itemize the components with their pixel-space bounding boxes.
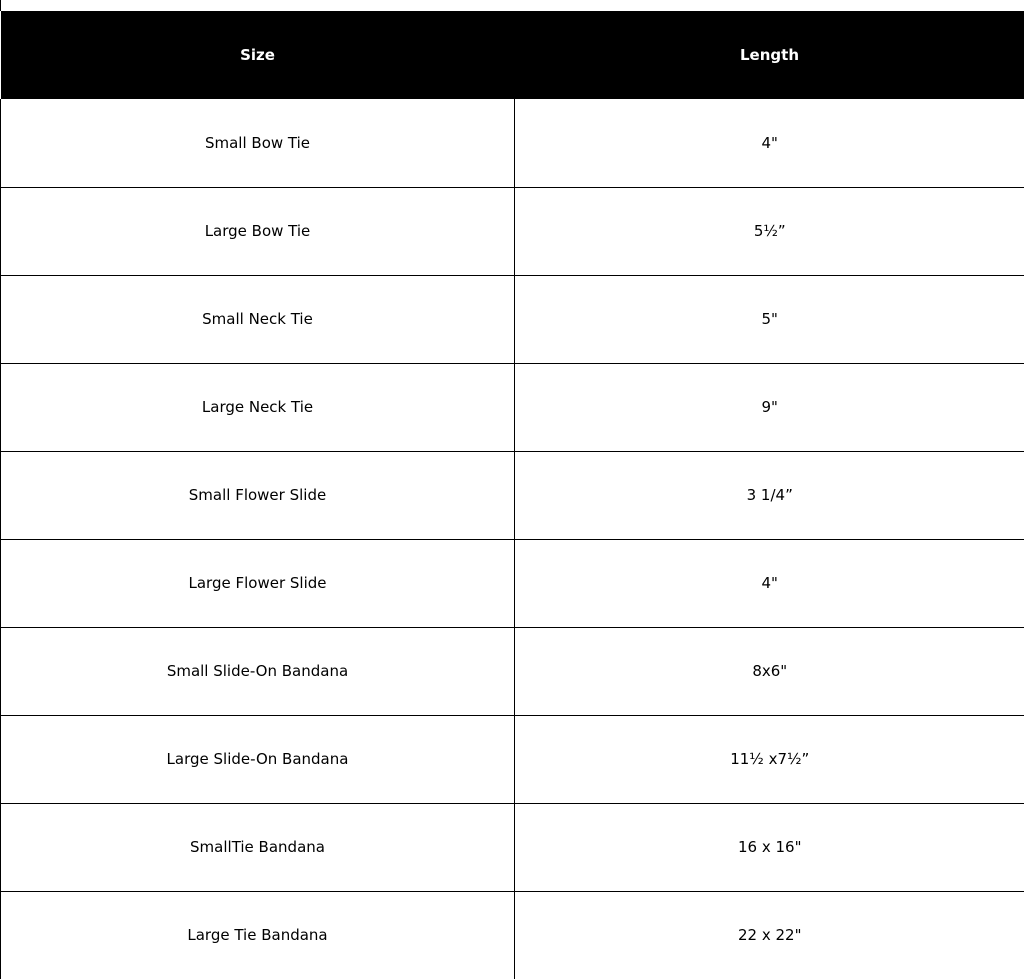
table-body bbox=[1, 99, 1024, 979]
table-row bbox=[1, 891, 1024, 979]
size-cell: Large Flower Slide bbox=[1, 539, 515, 627]
length-cell: 4" bbox=[515, 99, 1024, 187]
size-cell: Large Tie Bandana bbox=[1, 891, 515, 979]
table-row bbox=[1, 363, 1024, 451]
length-cell: 11½ x7½” bbox=[515, 715, 1024, 803]
size-cell: Small Flower Slide bbox=[1, 451, 515, 539]
length-cell: 4" bbox=[515, 539, 1024, 627]
top-spacer bbox=[0, 0, 1024, 11]
length-cell: 3 1/4” bbox=[515, 451, 1024, 539]
table-header bbox=[1, 11, 1024, 99]
table-row bbox=[1, 715, 1024, 803]
length-cell: 9" bbox=[515, 363, 1024, 451]
size-cell: SmallTie Bandana bbox=[1, 803, 515, 891]
table-row bbox=[1, 451, 1024, 539]
column-header-size: Size bbox=[1, 11, 515, 99]
size-cell: Large Neck Tie bbox=[1, 363, 515, 451]
length-cell: 5" bbox=[515, 275, 1024, 363]
table-row bbox=[1, 539, 1024, 627]
size-chart-table bbox=[0, 11, 1024, 979]
table-row bbox=[1, 187, 1024, 275]
size-cell: Large Bow Tie bbox=[1, 187, 515, 275]
size-cell: Small Bow Tie bbox=[1, 99, 515, 187]
table-row bbox=[1, 627, 1024, 715]
table-row bbox=[1, 803, 1024, 891]
size-cell: Large Slide-On Bandana bbox=[1, 715, 515, 803]
size-cell: Small Slide-On Bandana bbox=[1, 627, 515, 715]
length-cell: 8x6" bbox=[515, 627, 1024, 715]
table-row bbox=[1, 99, 1024, 187]
length-cell: 5½” bbox=[515, 187, 1024, 275]
size-cell: Small Neck Tie bbox=[1, 275, 515, 363]
header-row bbox=[1, 11, 1024, 99]
column-header-length: Length bbox=[515, 11, 1024, 99]
length-cell: 22 x 22" bbox=[515, 891, 1024, 979]
table-row bbox=[1, 275, 1024, 363]
length-cell: 16 x 16" bbox=[515, 803, 1024, 891]
